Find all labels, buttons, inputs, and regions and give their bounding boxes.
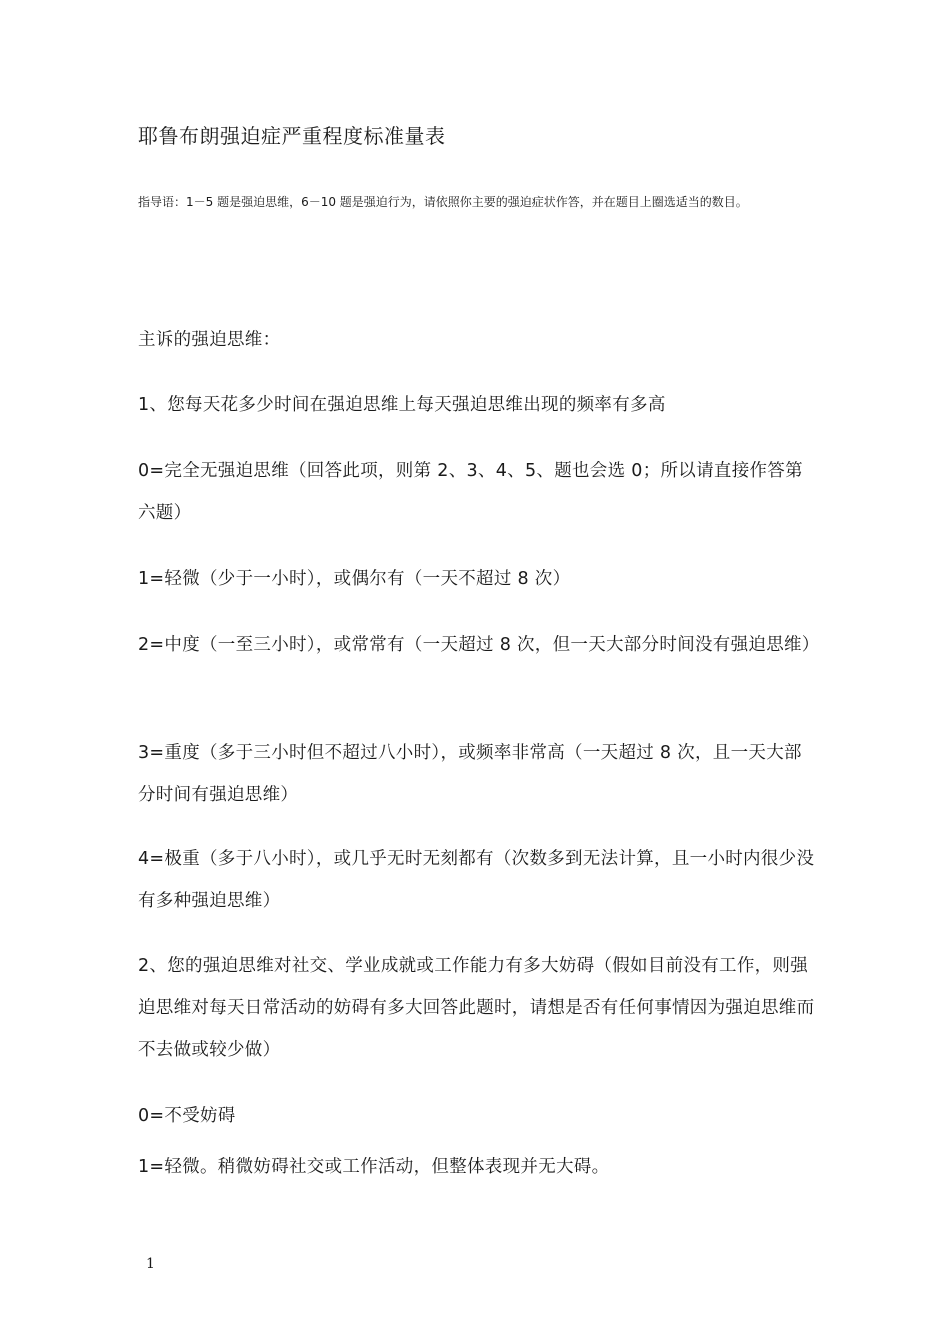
section-heading: 主诉的强迫思维： <box>138 330 281 350</box>
document-title: 耶鲁布朗强迫症严重程度标准量表 <box>138 124 446 148</box>
q2-option-0: 0=不受妨碍 <box>138 1106 236 1126</box>
q1-option-2: 2=中度（一至三小时），或常常有（一天超过 8 次，但一天大部分时间没有强迫思维） <box>138 635 820 655</box>
question-1: 1、您每天花多少时间在强迫思维上每天强迫思维出现的频率有多高 <box>138 395 666 415</box>
q2-option-1: 1=轻微。稍微妨碍社交或工作活动，但整体表现并无大碍。 <box>138 1157 610 1177</box>
instruction-text: 指导语：1－5 题是强迫思维，6－10 题是强迫行为，请依照你主要的强迫症状作答，并在题目上圈选适当的数目。 <box>138 195 748 209</box>
q1-option-4: 4=极重（多于八小时），或几乎无时无刻都有（次数多到无法计算，且一小时内很少没有多种强迫思维） <box>138 849 815 911</box>
page-number: 1 <box>146 1256 155 1272</box>
q1-option-1: 1=轻微（少于一小时），或偶尔有（一天不超过 8 次） <box>138 569 571 589</box>
q1-option-0: 0=完全无强迫思维（回答此项，则第 2、3、4、5、题也会选 0；所以请直接作答第六题） <box>138 461 803 523</box>
q1-option-3: 3=重度（多于三小时但不超过八小时），或频率非常高（一天超过 8 次，且一天大部分时间有强迫思维） <box>138 743 802 805</box>
question-2: 2、您的强迫思维对社交、学业成就或工作能力有多大妨碍（假如目前没有工作，则强迫思维对每天日常活动的妨碍有多大回答此题时，请想是否有任何事情因为强迫思维而不去做或较少做） <box>138 956 815 1060</box>
